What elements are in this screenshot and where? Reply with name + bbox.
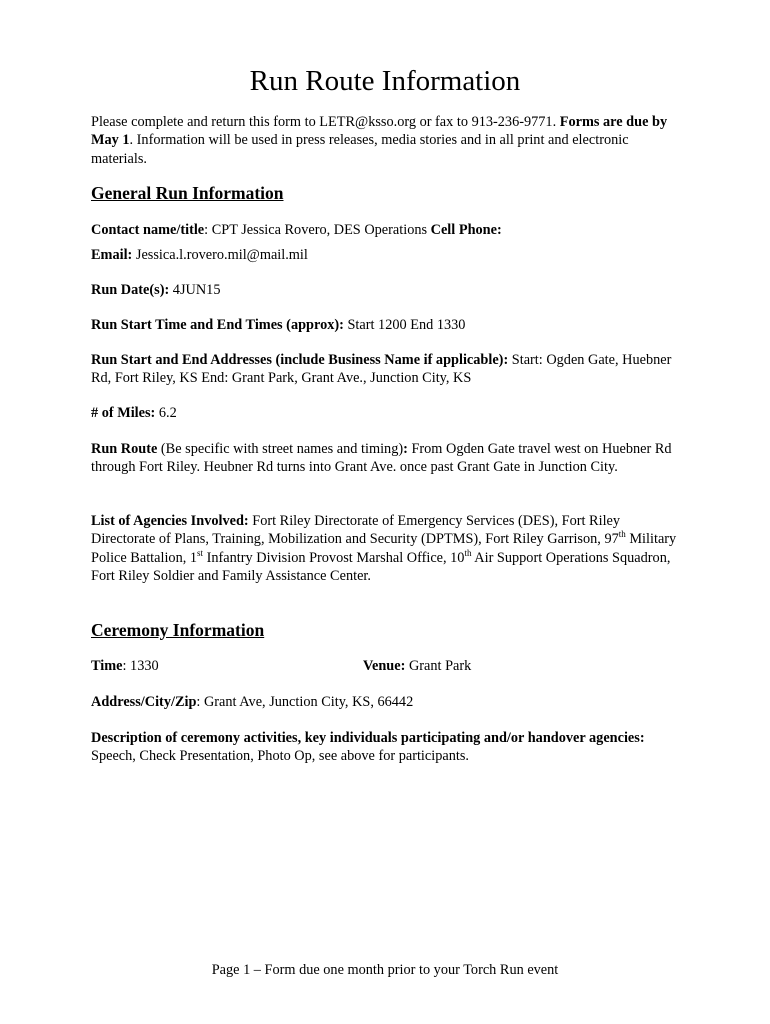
run-times-label: Run Start Time and End Times (approx):: [91, 317, 344, 333]
ceremony-description-label: Description of ceremony activities, key individuals participating and/or handover agencies:: [91, 730, 645, 746]
agencies-sup-2: st: [197, 547, 204, 558]
ceremony-address-line: [91, 693, 681, 711]
run-route-note: (Be specific with street names and timing): [157, 441, 404, 457]
run-addresses-label: Run Start and End Addresses (include Business Name if applicable):: [91, 352, 509, 368]
agencies-text-2: Military Police Battalion, 1: [91, 531, 677, 566]
run-dates-line: [91, 281, 681, 299]
ceremony-time-value: : 1330: [122, 658, 159, 674]
ceremony-address-value: : Grant Ave, Junction City, KS, 66442: [196, 694, 414, 710]
run-dates-value: 4JUN15: [169, 282, 221, 298]
run-route-value: From Ogden Gate travel west on Huebner Rd through Fort Riley. Heubner Rd turns into Grant Ave. once past Grant Gate in Junction City.: [91, 441, 672, 476]
miles-value: 6.2: [155, 405, 177, 421]
intro-paragraph: [91, 113, 681, 168]
page-title: Run Route Information: [249, 65, 521, 97]
run-route-label: Run Route: [91, 441, 158, 457]
run-addresses-paragraph: [91, 351, 681, 388]
cell-phone-label: Cell Phone:: [430, 222, 502, 238]
contact-value: : CPT Jessica Rovero, DES Operations: [204, 222, 431, 238]
contact-line: [91, 221, 681, 239]
run-route-colon: :: [403, 441, 408, 457]
miles-line: [91, 404, 681, 422]
agencies-sup-1: th: [618, 529, 626, 540]
run-times-value: Start 1200 End 1330: [343, 317, 466, 333]
contact-label: Contact name/title: [91, 222, 205, 238]
email-line: [91, 246, 681, 264]
ceremony-venue-line: [363, 657, 471, 675]
ceremony-address-label: Address/City/Zip: [91, 694, 197, 710]
miles-label: # of Miles:: [91, 405, 156, 421]
ceremony-description-value: Speech, Check Presentation, Photo Op, see above for participants.: [91, 748, 469, 765]
ceremony-heading: Ceremony Information: [91, 620, 265, 640]
intro-deadline: Forms are due by May 1: [91, 114, 668, 149]
ceremony-description: [91, 729, 691, 766]
run-dates-label: Run Date(s):: [91, 282, 170, 298]
email-value: Jessica.l.rovero.mil@mail.mil: [132, 247, 308, 263]
intro-text-end: . Information will be used in press releases, media stories and in all print and electronic materials.: [91, 132, 629, 167]
ceremony-time-label: Time: [91, 658, 123, 674]
agencies-text-1: Fort Riley Directorate of Emergency Services (DES), Fort Riley Directorate of Plans, Training, Mobilization and Security (DPTMS), Fort Riley Garrison, 97: [91, 513, 621, 548]
page-footer: Page 1 – Form due one month prior to your Torch Run event: [211, 962, 559, 978]
run-addresses-value: Start: Ogden Gate, Huebner Rd, Fort Riley, KS End: Grant Park, Grant Ave., Junction City, KS: [91, 352, 672, 387]
agencies-paragraph: [91, 512, 681, 585]
email-label: Email:: [91, 247, 133, 263]
ceremony-venue-value: Grant Park: [405, 658, 472, 674]
agencies-text-4: Air Support Operations Squadron, Fort Riley Soldier and Family Assistance Center.: [91, 549, 671, 584]
intro-text: Please complete and return this form to LETR@ksso.org or fax to 913-236-9771.: [91, 114, 560, 130]
agencies-label: List of Agencies Involved:: [91, 513, 249, 529]
run-route-paragraph: [91, 440, 681, 477]
agencies-sup-3: th: [464, 547, 472, 558]
run-times-line: [91, 316, 681, 334]
ceremony-venue-label: Venue:: [363, 658, 406, 674]
agencies-text-3: Infantry Division Provost Marshal Office, 10: [203, 549, 465, 566]
general-heading: General Run Information: [91, 183, 284, 203]
ceremony-time-line: [91, 657, 341, 675]
